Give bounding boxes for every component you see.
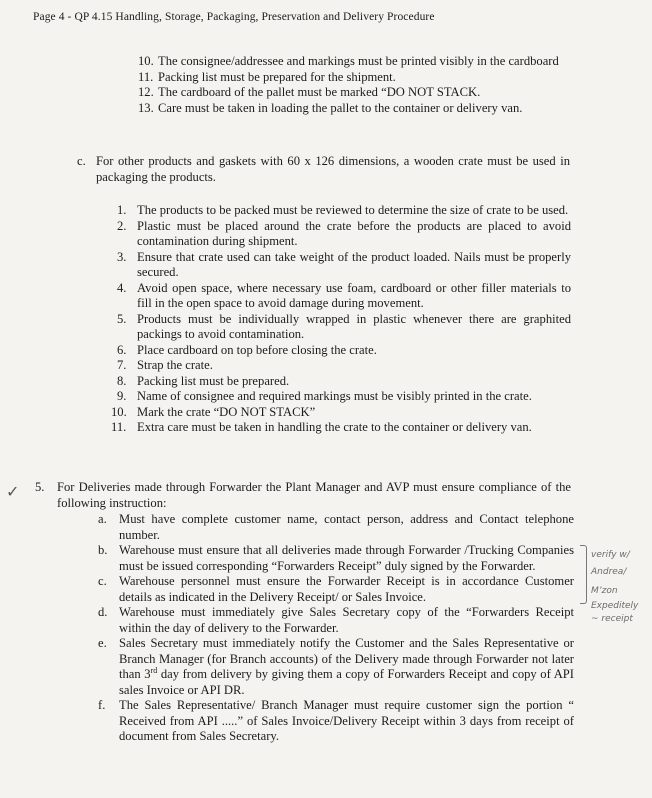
list-item: 12. The cardboard of the pallet must be marked “DO NOT STACK. (138, 85, 481, 99)
list-item: 8. Packing list must be prepared. (117, 373, 290, 388)
list-item: a. Must have complete customer name, contact person, address and Contact telephone number. (98, 512, 574, 542)
list-item: c. Warehouse personnel must ensure the Forwarder Receipt is in accordance Customer details as indicated in the Delivery Receipt/ or Sales Invoice. (98, 574, 574, 604)
margin-bracket (580, 545, 587, 604)
list-item: 11. Packing list must be prepared for the shipment. (138, 69, 396, 84)
list-item: e. Sales Secretary must immediately notify the Customer and the Sales Representative or Branch Manager (for Branch accounts) of the Delivery made through Forwarder not later than 3rd day from delivery by giving them a copy of Forwarders Receipt and copy of API sales Invoice or API DR. (98, 636, 574, 697)
list-item: 7. Strap the crate. (117, 358, 213, 372)
crate-list (111, 203, 571, 436)
list-item: 11. Extra care must be taken in handling the crate to the container or delivery van. (111, 420, 532, 434)
page-header: Page 4 - QP 4.15 Handling, Storage, Packaging, Preservation and Delivery Procedure (33, 11, 435, 23)
list-item: 9. Name of consignee and required markings must be visibly printed in the crate. (117, 389, 532, 403)
list-item: 1. The products to be packed must be reviewed to determine the size of crate to be used. (117, 203, 569, 217)
list-item: 6. Place cardboard on top before closing the crate. (117, 342, 377, 357)
list-item: 10. The consignee/addressee and markings must be printed visibly in the cardboard (138, 54, 559, 68)
list-item: 5. Products must be individually wrapped in plastic whenever there are graphited packings to avoid contamination. (117, 311, 571, 341)
list-item: d. Warehouse must immediately give Sales Secretary copy of the “Forwarders Receipt within the day of delivery to the Forwarder. (98, 605, 574, 635)
list-item: b. Warehouse must ensure that all deliveries made through Forwarder /Trucking Companies must be issued corresponding “Forwarders Receipt” duly signed by the Forwarder. (98, 543, 574, 573)
list-item: 10. Mark the crate “DO NOT STACK” (111, 404, 316, 419)
list-item: 4. Avoid open space, where necessary use foam, cardboard or other filler materials to fill in the open space to avoid damage during movement. (117, 280, 571, 310)
list-item: 2. Plastic must be placed around the crate before the products are placed to avoid contamination during shipment. (117, 218, 571, 248)
forwarder-list (98, 512, 574, 745)
pallet-list (138, 54, 570, 116)
list-item: 3. Ensure that crate used can take weight of the product loaded. Nails must be properly secured. (117, 249, 571, 279)
check-mark-icon: ✓ (6, 482, 20, 501)
list-item: f. The Sales Representative/ Branch Manager must require customer sign the portion “ Received from API .....” of Sales Invoice/Delivery Receipt within 3 days from receipt of document from Sales Secretary. (98, 698, 574, 743)
item-c: c. For other products and gaskets with 60 x 126 dimensions, a wooden crate must be used in packaging the products. (77, 154, 570, 184)
list-item: 13. Care must be taken in loading the pallet to the container or delivery van. (138, 100, 523, 115)
handwritten-note: verify w/ Andrea/ M’zon Expeditely ~ receipt (591, 550, 639, 624)
item-5: 5. For Deliveries made through Forwarder the Plant Manager and AVP must ensure compliance of the following instruction: (35, 480, 571, 510)
